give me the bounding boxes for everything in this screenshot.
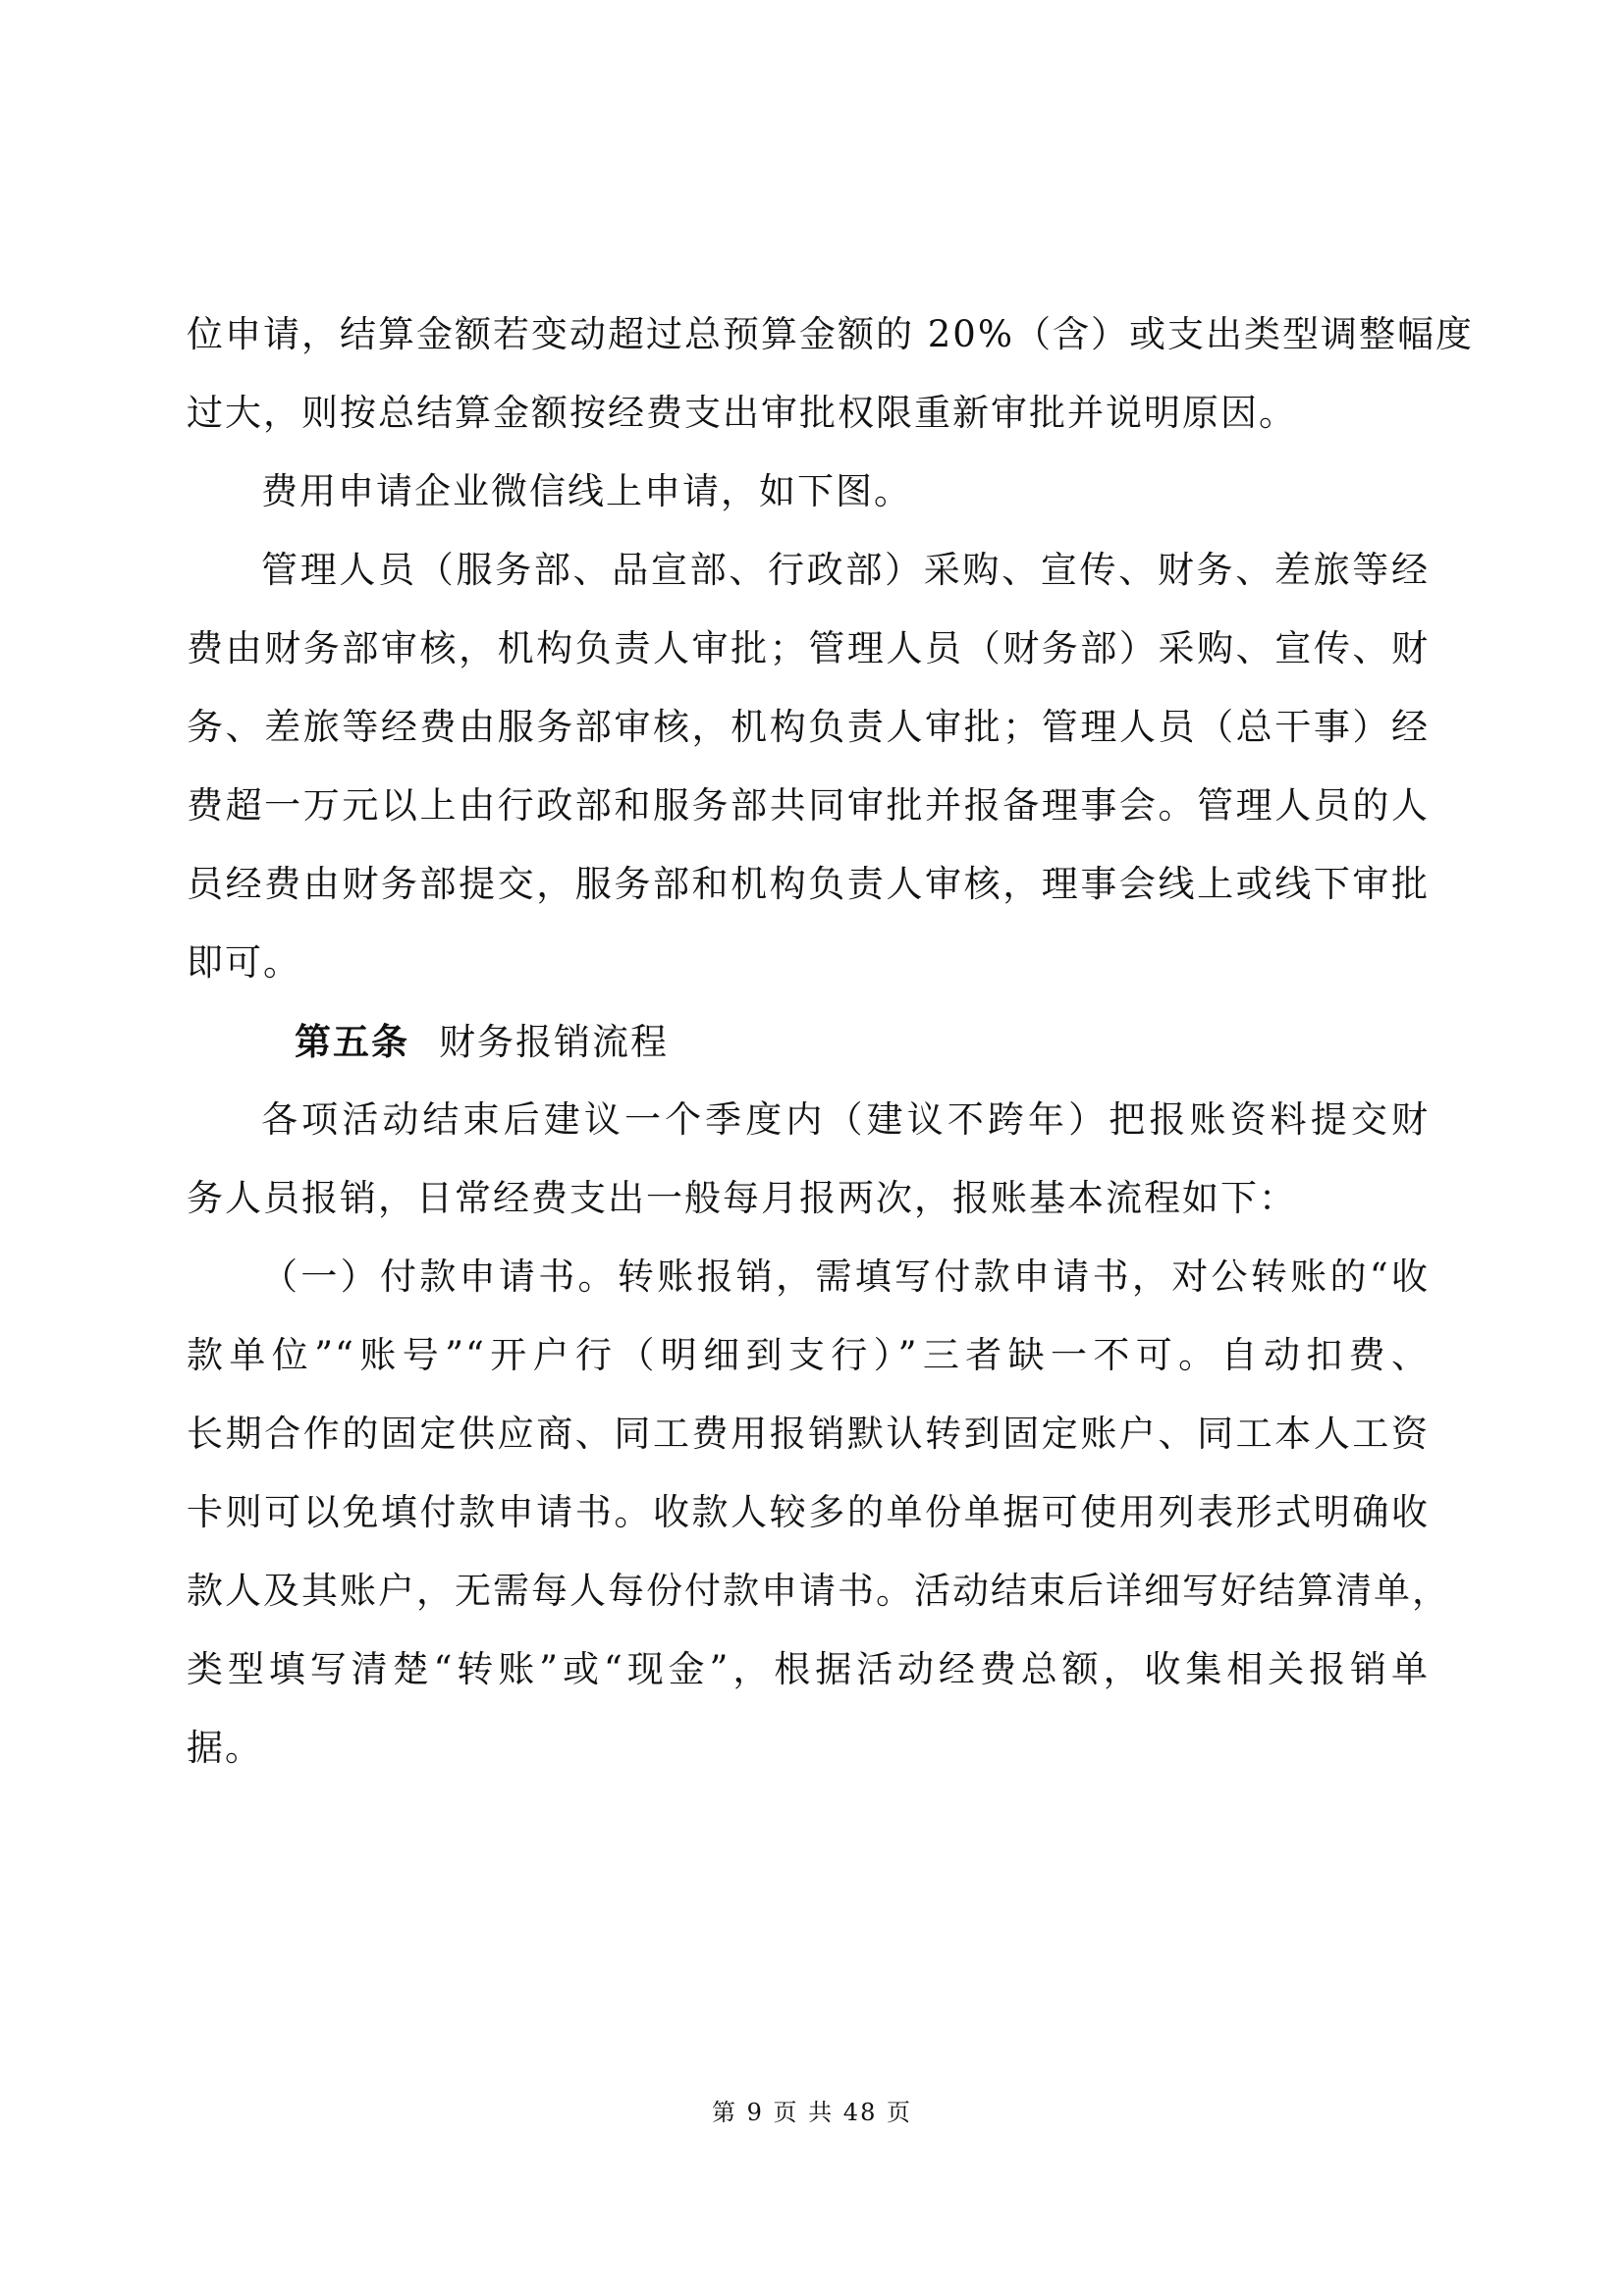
paragraph-line: 长期合作的固定供应商、同工费用报销默认转到固定账户、同工本人工资 (187, 1413, 1430, 1455)
article-title: 财务报销流程 (439, 1021, 669, 1063)
paragraph-line: 过大，则按总结算金额按经费支出审批权限重新审批并说明原因。 (187, 392, 1297, 434)
paragraph-line: 类型填写清楚“转账”或“现金”，根据活动经费总额，收集相关报销单 (187, 1648, 1430, 1690)
article-number: 第五条 (295, 1020, 409, 1063)
paragraph-line: 费由财务部审核，机构负责人审批；管理人员（财务部）采购、宣传、财 (187, 627, 1430, 669)
paragraph-line: 据。 (187, 1727, 263, 1769)
paragraph-line: 费用申请企业微信线上申请，如下图。 (261, 470, 912, 512)
paragraph-line: 管理人员（服务部、品宣部、行政部）采购、宣传、财务、差旅等经 (261, 549, 1430, 591)
paragraph-line: 款人及其账户，无需每人每份付款申请书。活动结束后详细写好结算清单， (187, 1570, 1450, 1612)
paragraph-line: 费超一万元以上由行政部和服务部共同审批并报备理事会。管理人员的人 (187, 784, 1430, 827)
paragraph-line: （一）付款申请书。转账报销，需填写付款申请书，对公转账的“收 (261, 1255, 1430, 1298)
paragraph-line: 即可。 (187, 941, 301, 984)
paragraph-line: 各项活动结束后建议一个季度内（建议不跨年）把报账资料提交财 (261, 1098, 1430, 1141)
paragraph-line: 务、差旅等经费由服务部审核，机构负责人审批；管理人员（总干事）经 (187, 706, 1430, 748)
paragraph-line: 位申请，结算金额若变动超过总预算金额的 20%（含）或支出类型调整幅度 (187, 313, 1474, 355)
paragraph-line: 卡则可以免填付款申请书。收款人较多的单份单据可使用列表形式明确收 (187, 1491, 1430, 1533)
paragraph-line: 款单位”“账号”“开户行（明细到支行）”三者缺一不可。自动扣费、 (187, 1334, 1430, 1376)
page-footer: 第 9 页 共 48 页 (712, 2099, 912, 2126)
paragraph-line: 员经费由财务部提交，服务部和机构负责人审核，理事会线上或线下审批 (187, 863, 1430, 905)
paragraph-line: 务人员报销，日常经费支出一般每月报两次，报账基本流程如下： (187, 1177, 1297, 1219)
article-heading (295, 1012, 669, 1071)
